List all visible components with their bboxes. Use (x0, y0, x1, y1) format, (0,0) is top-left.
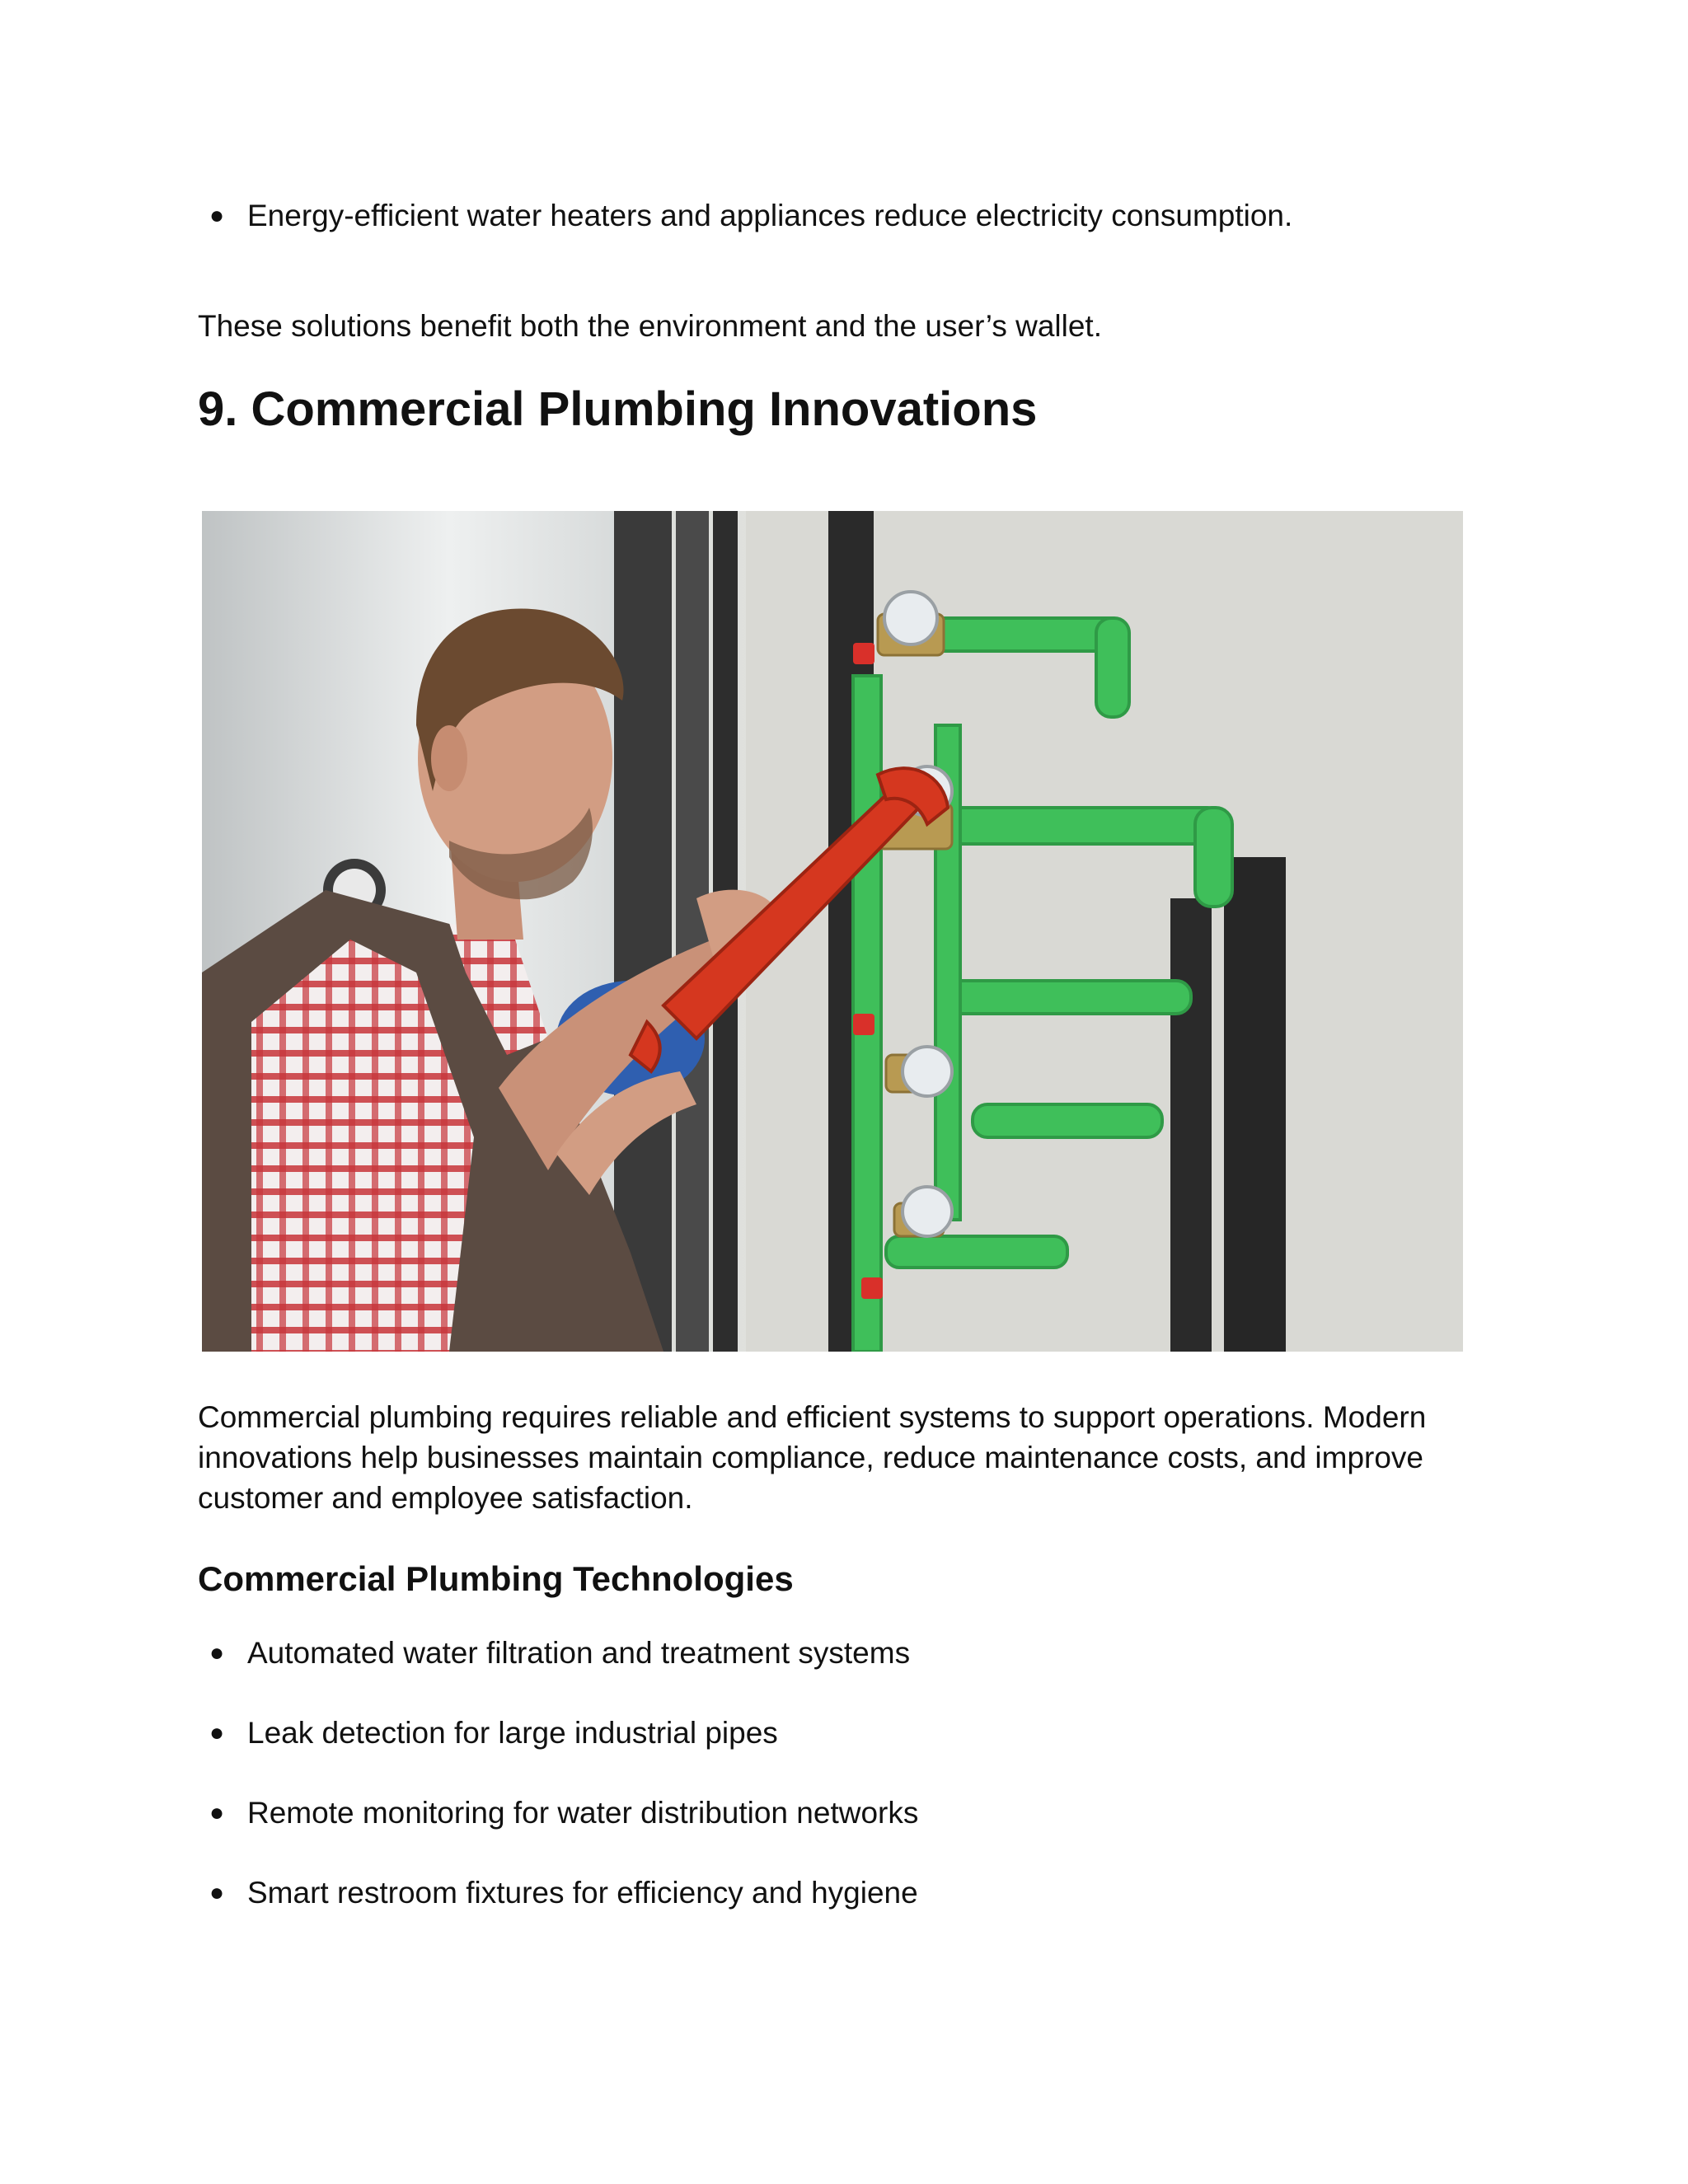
list-item-text: Leak detection for large industrial pipes (247, 1716, 778, 1750)
list-item-text: Automated water filtration and treatment systems (247, 1636, 911, 1670)
section-heading: 9. Commercial Plumbing Innovations (198, 382, 1038, 436)
plumber-illustration (202, 511, 1463, 1352)
list-item (209, 1713, 778, 1753)
bullet-icon: ● (209, 1639, 225, 1666)
body-paragraph-line-3: customer and employee satisfaction. (198, 1481, 693, 1515)
list-item-text: Remote monitoring for water distribution networks (247, 1796, 919, 1830)
list-item (209, 1873, 918, 1913)
bullet-icon: ● (209, 202, 225, 229)
intro-paragraph: These solutions benefit both the environment and the user’s wallet. (198, 309, 1102, 343)
bullet-icon: ● (209, 1799, 225, 1826)
body-paragraph-line-1: Commercial plumbing requires reliable and efficient systems to support operations. Modern (198, 1400, 1427, 1434)
list-item (209, 196, 1293, 236)
subheading: Commercial Plumbing Technologies (198, 1559, 794, 1598)
bullet-icon: ● (209, 1879, 225, 1906)
list-item (209, 1793, 919, 1833)
plumber-photo (202, 511, 1463, 1352)
list-item-text: Energy-efficient water heaters and appliances reduce electricity consumption. (247, 199, 1293, 232)
body-paragraph-line-2: innovations help businesses maintain compliance, reduce maintenance costs, and improve (198, 1441, 1424, 1474)
list-item (209, 1633, 911, 1673)
bullet-icon: ● (209, 1719, 225, 1746)
list-item-text: Smart restroom fixtures for efficiency and hygiene (247, 1876, 918, 1910)
